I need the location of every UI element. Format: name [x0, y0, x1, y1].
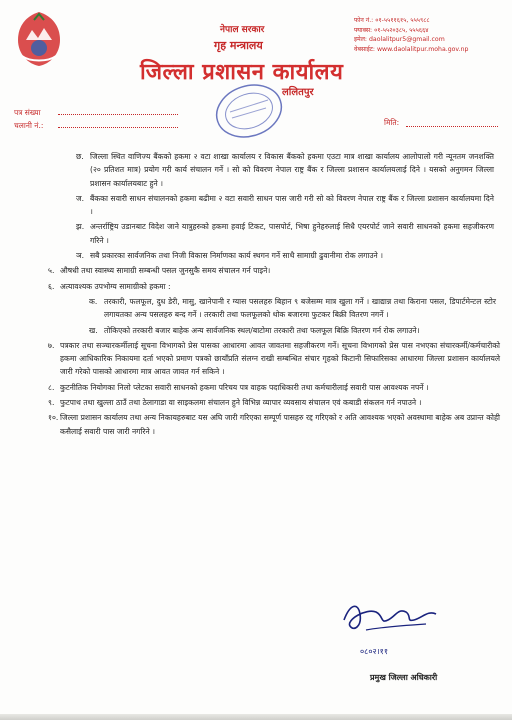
page-bottom-edge [0, 714, 512, 720]
item-text: जिल्ला प्रशासन कार्यालय तथा अन्य निकायहरुबाट यस अघि जारी गरिएका सम्पूर्ण पासहरु रद्द गरिएको र अति आवश्यक भएको अवस्थामा बाहेक अब उप्रान्त कोही कसैलाई सवारी पास जारी नगरिने । [60, 413, 500, 436]
government-name: नेपाल सरकार [220, 25, 265, 35]
office-title: जिल्ला प्रशासन कार्यालय [140, 60, 344, 85]
dispatch-number-label: चलानी नं.: [14, 121, 44, 130]
list-item [76, 249, 494, 262]
item-text: जिल्ला स्थित वाणिज्य बैंकको हकमा २ वटा शाखा कार्यालय र विकास बैंकको हकमा एउटा मात्र शाखा कार्यालय आलोपालो गरी न्यूनतम जनशक्ति (२० प्रतिशत मात्र) प्रयोग गरी कार्य संचालन गर्ने । सो को विवरण नेपाल राष्ट्र बैंक र जिल्ला प्रशासन कार्यालयलाई दिने । यसको अनुगमन जिल्ला प्रशासन कार्यालयबाट हुने । [90, 152, 494, 188]
list-item [48, 264, 500, 277]
item-number: ञ. [76, 251, 85, 261]
list-item [76, 192, 494, 219]
date-line [406, 126, 498, 127]
dispatch-number-line [58, 127, 178, 128]
item-number: ९. [48, 398, 55, 408]
signature-icon [336, 590, 456, 670]
phone-number: फोन नं.: ०१-५५११६१५, ५५५९८८ [354, 17, 430, 24]
list-item [76, 150, 494, 190]
document-body [0, 150, 512, 440]
item-text: फुटपाथ तथा खुल्ला ठाउँ तथा ठेलागाडा वा साइकलमा संचालन हुने विभिन्न व्यापार व्यवसाय संचालन एवं कबाडी संकलन गर्न नपाउने । [60, 398, 422, 408]
item-number: १०. [48, 413, 59, 423]
letter-number-line [58, 114, 178, 115]
item-number: ख. [89, 325, 98, 335]
item-text: तरकारी, फलफूल, दुध डेरी, मासु, खानेपानी र ग्यास पसलहरु बिहान ९ बजेसम्म मात्र खुला गर्ने । खाद्यान्न तथा किराना पसल, डिपार्टमेन्टल स्टोर लगायतका अन्य पसलहरु बन्द गर्ने । तरकारी तथा फलफूलको थोक बजारमा फुटकर बिक्री वितरण नगर्ने । [104, 296, 496, 320]
nepal-emblem-icon [12, 10, 66, 68]
item-number: छ. [76, 152, 84, 161]
item-text: पत्रकार तथा सञ्चारकर्मीलाई सूचना विभागको प्रेस पासका आधारमा आवत जावतमा सहजीकरण गर्ने। सूचना विभागको प्रेस पास नभएका संचारकर्मी/कर्मचारीको हकमा आधिकारिक निकायमा दर्ता भएको प्रमाण पत्रको छायाँप्रति संलग्न राखी सम्बन्धित संचार गृहको किटानी सिफारिसका आधारमा जिल्ला प्रशासन कार्यालयले जारी गरेको पासको आधारमा मात्र आवत जावत गर्न सकिने । [60, 340, 500, 377]
item-number: ७. [48, 340, 55, 350]
list-item [48, 381, 500, 394]
signatory-title: प्रमुख जिल्ला अधिकारी [370, 673, 438, 682]
email-address: इमेल: daolalitpur5@gmail.com [354, 36, 445, 43]
list-item [48, 280, 500, 293]
list-item [48, 396, 500, 409]
item-number: ५. [48, 266, 55, 276]
item-text: बैंकका सवारी साधन संचालनको हकमा बढीमा २ वटा सवारी साधन पास जारी गरी सो को विवरण नेपाल राष्ट्र बैंक र जिल्ला प्रशासन कार्यालयमा दिने । [90, 193, 494, 217]
item-text: अन्तर्राष्ट्रिय उडानबाट विदेश जाने यात्रुहरुको हकमा हवाई टिकट, पासपोर्ट, भिषा हुनेहरुलाई सिधै एयरपोर्ट जाने सवारी साधनको हकमा सहजीकरण गरिने । [90, 222, 494, 245]
list-item [89, 295, 496, 322]
item-number: ६. [48, 281, 55, 291]
signature-date: ०८०२।११ [360, 647, 388, 656]
list-item [76, 220, 494, 247]
date-label: मिति: [384, 118, 400, 127]
letter-number-label: पत्र संख्या [14, 108, 41, 117]
ministry-name: गृह मन्त्रालय [214, 39, 263, 52]
item-text: औषधी तथा स्वास्थ्य सामाग्री सम्बन्धी पसल जुनसुकै समय संचालन गर्न पाइने। [60, 266, 271, 276]
website-address: वेबसाईट: www.daolalitpur.moha.gov.np [354, 45, 469, 53]
office-place: ललितपुर [282, 87, 314, 98]
reference-labels [14, 106, 43, 132]
item-text: कुटनीतिक नियोगका निलो प्लेटका सवारी साधनको हकमा परिचय पत्र वाहक पदाधिकारी तथा कर्मचारीलाई सवारी पास आवश्यक नपर्ने । [60, 382, 429, 392]
item-number: झ. [76, 222, 85, 232]
contact-block [354, 16, 504, 54]
fax-number: फ्याक्स: ०१-५५२०३८५, ५५५६६४ [354, 26, 429, 34]
item-text: अत्यावश्यक उपभोग्य सामाग्रीको हकमा : [60, 281, 171, 291]
office-stamp-icon [212, 82, 286, 140]
item-number: ज. [76, 193, 85, 203]
item-number: क. [89, 296, 98, 306]
item-text: तोकिएको तरकारी बजार बाहेक अन्य सार्वजनिक स्थल/बाटोमा तरकारी तथा फलफूल बिक्रि वितरण गर्न रोक लगाउने। [104, 325, 420, 335]
list-item [89, 324, 496, 337]
list-item [48, 339, 500, 379]
list-item [48, 411, 500, 438]
item-number: ८. [48, 382, 55, 392]
item-text: सबै प्रकारका सार्वजनिक तथा निजी विकास निर्माणका कार्य स्थगन गर्ने साथै सामाग्री ढुवानीमा रोक लगाउने । [90, 251, 384, 261]
